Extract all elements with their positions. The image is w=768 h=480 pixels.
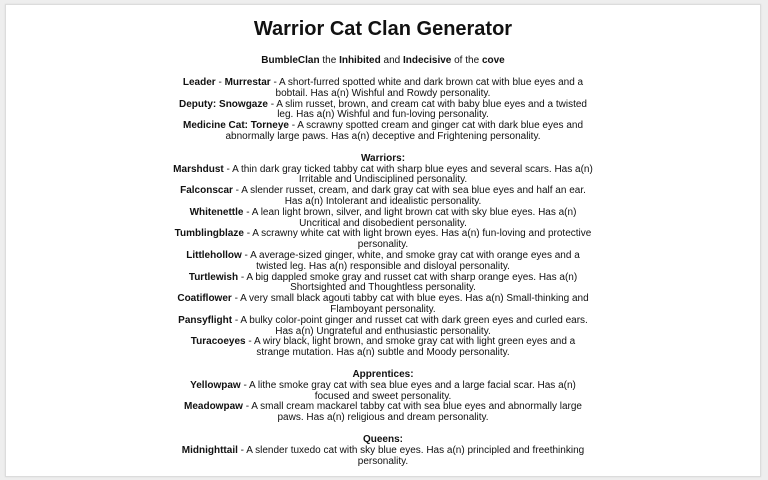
warrior-entry bbox=[173, 316, 593, 338]
warrior-entry bbox=[173, 186, 593, 208]
clan-description bbox=[6, 55, 760, 67]
role-label: Deputy: bbox=[179, 98, 217, 110]
generator-page bbox=[5, 4, 761, 477]
warrior-entry bbox=[173, 229, 593, 251]
clan-place: cove bbox=[481, 55, 505, 66]
clan-line-the: the bbox=[322, 55, 337, 66]
warrior-entry bbox=[173, 273, 593, 295]
warrior-entry bbox=[173, 165, 593, 187]
cat-description: - A slender tuxedo cat with sky blue eyes. Has a(n) principled and freethinking personality. bbox=[237, 444, 585, 467]
apprentice-entry bbox=[173, 381, 593, 403]
clan-line-of-the: of the bbox=[454, 55, 480, 66]
apprentice-entry bbox=[173, 402, 593, 424]
role-separator: - bbox=[215, 77, 225, 88]
role-label: Medicine Cat: bbox=[182, 120, 248, 132]
cat-description: - A wiry black, light brown, and smoke gray cat with light green eyes and a strange mutation. Has a(n) subtle and Moody personality. bbox=[245, 336, 576, 359]
clan-name: BumbleClan bbox=[261, 55, 320, 66]
warrior-entry bbox=[173, 251, 593, 273]
warrior-entry bbox=[173, 294, 593, 316]
queen-entry bbox=[173, 446, 593, 468]
cat-description: - A bulky color-point ginger and russet cat with dark green eyes and curled ears. Has a(n) Ungrateful and enthusiastic personality. bbox=[232, 314, 588, 337]
queens-heading: Queens: bbox=[362, 433, 403, 445]
role-label: Leader bbox=[182, 77, 216, 88]
cat-name: Meadowpaw bbox=[184, 401, 243, 413]
cat-description: - A lithe smoke gray cat with sea blue eyes and a large facial scar. Has a(n) focused and sweet personality. bbox=[240, 379, 576, 402]
cat-description: - A slender russet, cream, and dark gray cat with sea blue eyes and half an ear. Has a(n) Intolerant and idealistic personality. bbox=[232, 185, 586, 207]
cat-name: Pansyflight bbox=[178, 314, 233, 326]
apprentices-section bbox=[173, 370, 593, 424]
medicine-cat-entry bbox=[173, 121, 593, 143]
cat-name: Tumblingblaze bbox=[174, 228, 244, 240]
cat-name: Midnighttail bbox=[181, 444, 238, 456]
warriors-section bbox=[173, 154, 593, 359]
warriors-heading: Warriors: bbox=[360, 152, 406, 164]
clan-trait-2: Indecisive bbox=[402, 55, 452, 66]
cat-name: Coatiflower bbox=[177, 293, 232, 305]
apprentices-heading: Apprentices: bbox=[352, 368, 414, 380]
leadership-section bbox=[173, 78, 593, 143]
cat-name: Littlehollow bbox=[186, 249, 242, 261]
cat-name: Marshdust bbox=[173, 163, 224, 175]
cat-description: - A slim russet, brown, and cream cat with baby blue eyes and a twisted leg. Has a(n) Wishful and fun-loving personality. bbox=[267, 98, 587, 121]
cat-description: - A lean light brown, silver, and light brown cat with sky blue eyes. Has a(n) Uncritical and disobedient personality. bbox=[243, 206, 577, 229]
warrior-entry bbox=[173, 337, 593, 359]
cat-name: Turtlewish bbox=[188, 271, 239, 283]
clan-line-and: and bbox=[383, 55, 401, 66]
cat-description: - A thin dark gray ticked tabby cat with sharp blue eyes and several scars. Has a(n) Irritable and Undisciplined personality. bbox=[223, 163, 593, 186]
cat-description: - A scrawny white cat with light brown eyes. Has a(n) fun-loving and protective personality. bbox=[243, 228, 592, 251]
cat-name: Falconscar bbox=[180, 185, 233, 197]
cat-description: - A short-furred spotted white and dark brown cat with blue eyes and a bobtail. Has a(n) Wishful and Rowdy personality. bbox=[270, 77, 584, 99]
cat-name: Whitenettle bbox=[189, 206, 244, 218]
cat-name: Snowgaze bbox=[219, 98, 268, 110]
leader-entry bbox=[173, 78, 593, 100]
cat-name: Yellowpaw bbox=[190, 379, 241, 391]
cat-description: - A average-sized ginger, white, and smoke gray cat with orange eyes and a twisted leg. Has a(n) responsible and disloyal personality. bbox=[241, 249, 580, 272]
clan-roster bbox=[173, 78, 593, 467]
page-title: Warrior Cat Clan Generator bbox=[253, 18, 513, 40]
cat-description: - A scrawny spotted cream and ginger cat with dark blue eyes and abnormally large paws. Has a(n) deceptive and Frightening personality. bbox=[225, 120, 584, 142]
deputy-entry bbox=[173, 100, 593, 122]
cat-description: - A small cream mackarel tabby cat with sea blue eyes and abnormally large paws. Has a(n) religious and dream personality. bbox=[242, 401, 582, 424]
cat-description: - A very small black agouti tabby cat with blue eyes. Has a(n) Small-thinking and Flamboyant personality. bbox=[231, 293, 589, 315]
queens-section bbox=[173, 435, 593, 467]
warrior-entry bbox=[173, 208, 593, 230]
clan-trait-1: Inhibited bbox=[339, 55, 381, 66]
cat-description: - A big dappled smoke gray and russet cat with sharp orange eyes. Has a(n) Shortsighted and Thoughtless personality. bbox=[238, 271, 578, 294]
cat-name: Torneye bbox=[250, 120, 289, 132]
cat-name: Murrestar bbox=[224, 77, 271, 88]
cat-name: Turacoeyes bbox=[190, 336, 246, 348]
